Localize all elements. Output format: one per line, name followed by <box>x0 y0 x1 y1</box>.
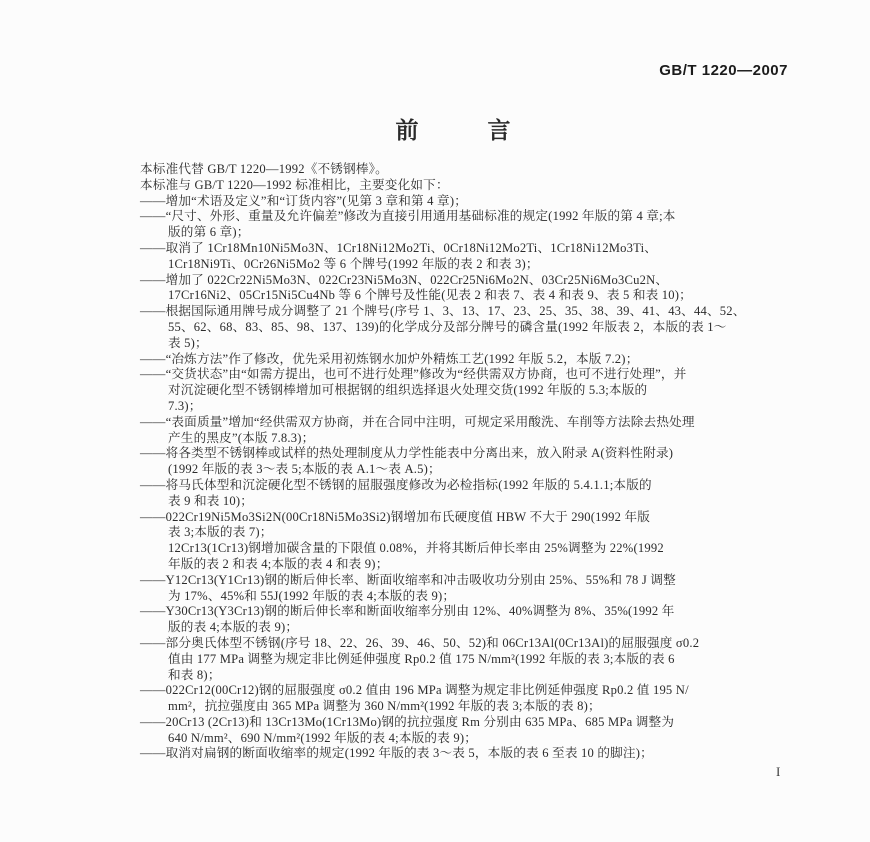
text-line: ——022Cr12(00Cr12)钢的屈服强度 σ0.2 值由 196 MPa 调整为规定非比例延伸强度 Rp0.2 值 195 N/ <box>140 683 689 698</box>
text-line: 12Cr13(1Cr13)钢增加碳含量的下限值 0.08%，并将其断后伸长率由 25%调整为 22%(1992 <box>168 541 664 556</box>
text-line: 本标准代替 GB/T 1220—1992《不锈钢棒》。 <box>140 162 388 176</box>
text-line: 为 17%、45%和 55J(1992 年版的表 4;本版的表 9)； <box>168 588 456 603</box>
text-line: ——将各类型不锈钢棒或试样的热处理制度从力学性能表中分离出来，放入附录 A(资料性附录) <box>140 446 674 461</box>
text-line: 7.3)； <box>168 398 202 413</box>
text-line: ——20Cr13 (2Cr13)和 13Cr13Mo(1Cr13Mo)钢的抗拉强度 Rm 分别由 635 MPa、685 MPa 调整为 <box>140 714 675 729</box>
text-line: ——取消对扁钢的断面收缩率的规定(1992 年版的表 3～表 5，本版的表 6 至表 10 的脚注)； <box>140 746 653 761</box>
text-line: ——增加了 022Cr22Ni5Mo3N、022Cr23Ni5Mo3N、022Cr25Ni6Mo2N、03Cr25Ni6Mo3Cu2N、 <box>140 272 669 287</box>
text-line: 本标准与 GB/T 1220—1992 标准相比，主要变化如下： <box>140 177 449 192</box>
text-line: ——“表面质量”增加“经供需双方协商，并在合同中注明，可规定采用酸洗、车削等方法除去热处理 <box>140 414 695 429</box>
text-line: 表 5)； <box>168 335 208 350</box>
text-line: ——根据国际通用牌号成分调整了 21 个牌号(序号 1、3、13、17、23、25、35、38、39、41、43、44、52、 <box>140 304 746 319</box>
text-line: 版的表 4;本版的表 9)； <box>168 620 299 635</box>
text-line: 产生的黑皮”(本版 7.8.3)； <box>168 430 315 445</box>
text-line: mm²，抗拉强度由 365 MPa 调整为 360 N/mm²(1992 年版的表 3;本版的表 8)； <box>168 699 601 714</box>
text-line: ——将马氏体型和沉淀硬化型不锈钢的屈服强度修改为必检指标(1992 年版的 5.4.1.1;本版的 <box>140 477 652 492</box>
page-number: I <box>776 764 781 779</box>
text-line: 55、62、68、83、85、98、137、139)的化学成分及部分牌号的磷含量(1992 年版表 2，本版的表 1～ <box>168 319 727 334</box>
standard-code: GB/T 1220—2007 <box>659 62 788 79</box>
text-line: ——“交货状态”由“如需方提出，也可不进行处理”修改为“经供需双方协商，也可不进行处理”，并 <box>140 367 687 382</box>
text-line: ——022Cr19Ni5Mo3Si2N(00Cr18Ni5Mo3Si2)钢增加布氏硬度值 HBW 不大于 290(1992 年版 <box>140 509 651 524</box>
text-line: ——Y30Cr13(Y3Cr13)钢的断后伸长率和断面收缩率分别由 12%、40%调整为 8%、35%(1992 年 <box>140 604 675 619</box>
text-line: 版的第 6 章)； <box>168 225 250 240</box>
text-line: 值由 177 MPa 调整为规定非比例延伸强度 Rp0.2 值 175 N/mm²(1992 年版的表 3;本版的表 6 <box>168 651 675 666</box>
text-line: 对沉淀硬化型不锈钢棒增加可根据钢的组织选择退火处理交货(1992 年版的 5.3;本版的 <box>168 383 648 398</box>
text-line: (1992 年版的表 3～表 5;本版的表 A.1～表 A.5)； <box>168 462 441 477</box>
text-line: 年版的表 2 和表 4;本版的表 4 和表 9)； <box>168 556 389 571</box>
text-line: 1Cr18Ni9Ti、0Cr26Ni5Mo2 等 6 个牌号(1992 年版的表 2 和表 3)； <box>168 256 539 271</box>
text-line: ——取消了 1Cr18Mn10Ni5Mo3N、1Cr18Ni12Mo2Ti、0Cr18Ni12Mo2Ti、1Cr18Ni12Mo3Ti、 <box>140 240 658 255</box>
text-line: ——“冶炼方法”作了修改，优先采用初炼钢水加炉外精炼工艺(1992 年版 5.2，本版 7.2)； <box>140 351 639 366</box>
page-title: 前 言 <box>395 117 511 143</box>
text-line: ——Y12Cr13(Y1Cr13)钢的断后伸长率、断面收缩率和冲击吸收功分别由 25%、55%和 78 J 调整 <box>140 572 676 587</box>
text-line: 表 9 和表 10)； <box>168 493 254 508</box>
text-line: 表 3;本版的表 7)； <box>168 525 273 540</box>
text-line: ——部分奥氏体型不锈钢(序号 18、22、26、39、46、50、52)和 06Cr13Al(0Cr13Al)的屈服强度 σ0.2 <box>140 635 700 650</box>
text-line: 640 N/mm²、690 N/mm²(1992 年版的表 4;本版的表 9)； <box>168 730 478 745</box>
text-line: 和表 8)； <box>168 667 221 682</box>
text-line: ——增加“术语及定义”和“订货内容”(见第 3 章和第 4 章)； <box>140 193 468 208</box>
foreword-body <box>140 162 788 762</box>
text-line: ——“尺寸、外形、重量及允许偏差”修改为直接引用通用基础标准的规定(1992 年版的第 4 章;本 <box>140 209 676 224</box>
text-line: 17Cr16Ni2、05Cr15Ni5Cu4Nb 等 6 个牌号及性能(见表 2 和表 7、表 4 和表 9、表 5 和表 10)； <box>168 288 692 303</box>
